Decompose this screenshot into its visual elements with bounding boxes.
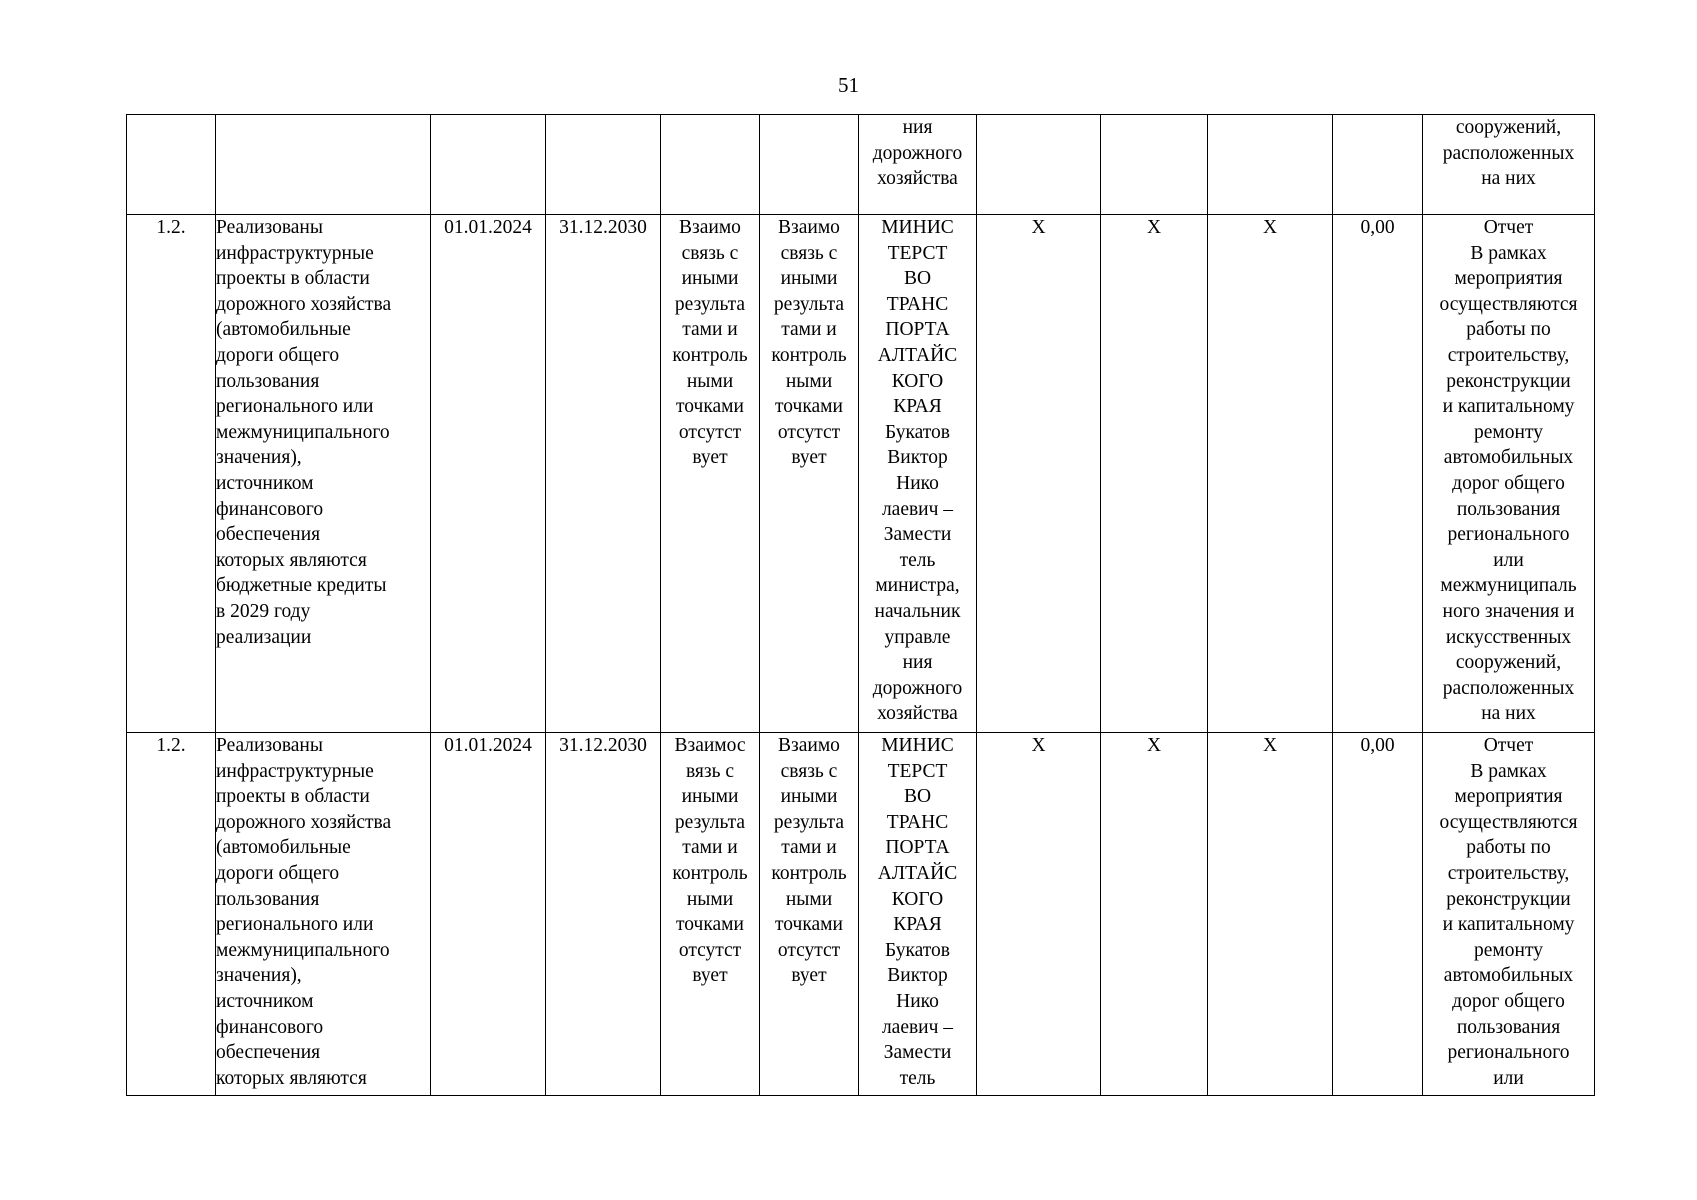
relation-a-cell (661, 215, 760, 733)
text-line: ния (902, 652, 933, 674)
x3-cell (1208, 115, 1333, 215)
num-cell (127, 115, 216, 215)
text-line: ными (785, 888, 833, 910)
text-line: и капитальному (1442, 396, 1575, 418)
text-line: АЛТАЙС (877, 344, 958, 366)
text-line: сооружений, (1455, 652, 1562, 674)
text-line: связь с (780, 242, 838, 264)
text-line: точками (676, 396, 744, 418)
responsible-cell (859, 115, 977, 215)
text-line: (автомобильные (216, 837, 351, 859)
text-line: тами и (781, 837, 837, 859)
start-date-cell: 01.01.2024 (431, 215, 546, 733)
text-line: управле (884, 626, 951, 648)
x3-cell: X (1208, 733, 1333, 1096)
amount-cell (1333, 115, 1423, 215)
table-row (127, 215, 1595, 733)
text-line: контроль (672, 344, 748, 366)
end-date-cell (546, 115, 661, 215)
text-line: Отчет (1483, 217, 1534, 238)
text-line: проекты в области (216, 268, 370, 290)
text-line: вязь с (685, 760, 735, 782)
relation-b-cell (760, 115, 859, 215)
description-cell (1423, 215, 1595, 733)
text-line: ными (686, 888, 734, 910)
result-cell (216, 733, 431, 1096)
amount-cell: 0,00 (1333, 733, 1423, 1096)
text-line: министра, (875, 575, 960, 597)
text-line: пользования (216, 888, 320, 910)
text-line: пользования (1456, 1016, 1561, 1038)
text-line: обеспечения (216, 1042, 321, 1064)
text-line: связь с (780, 760, 838, 782)
num-cell: 1.2. (127, 215, 216, 733)
text-line: реконструкции (1446, 370, 1571, 392)
text-line: финансового (216, 1016, 324, 1038)
text-line: иными (780, 786, 838, 808)
table-row (127, 733, 1595, 1096)
text-line: расположенных (1442, 677, 1575, 699)
text-line: АЛТАЙС (877, 862, 958, 884)
text-line: осуществляются (1439, 293, 1578, 315)
text-line: контроль (771, 862, 847, 884)
text-line: инфраструктурные (216, 760, 374, 782)
text-line: Взаимос (674, 735, 746, 756)
end-date-cell: 31.12.2030 (546, 215, 661, 733)
text-line: регионального или (216, 396, 374, 418)
text-line: отсутст (777, 939, 841, 961)
x2-cell: X (1101, 215, 1208, 733)
text-line: вует (692, 965, 728, 987)
text-line: Нико (896, 472, 939, 494)
text-line: Взаимо (679, 217, 741, 238)
text-line: ТРАНС (886, 811, 949, 833)
text-line: Виктор (887, 965, 948, 987)
page-number: 51 (838, 73, 859, 97)
text-line: и капитальному (1442, 914, 1575, 936)
text-line: контроль (672, 862, 748, 884)
relation-b-cell (760, 215, 859, 733)
text-line: отсутст (678, 421, 742, 443)
responsible-cell (859, 733, 977, 1096)
text-line: дороги общего (216, 862, 340, 884)
text-line: В рамках (1470, 242, 1547, 264)
text-line: дороги общего (216, 344, 340, 366)
text-line: ния (902, 117, 933, 138)
text-line: хозяйства (877, 168, 958, 190)
text-line: Взаимо (778, 735, 840, 756)
text-line: тель (899, 549, 936, 571)
text-line: лаевич – (881, 1016, 954, 1038)
text-line: КОГО (891, 370, 944, 392)
text-line: (автомобильные (216, 319, 351, 341)
text-line: связь с (681, 242, 739, 264)
text-line: которых являются (216, 1067, 367, 1089)
relation-a-cell (661, 733, 760, 1096)
start-date-cell (431, 115, 546, 215)
text-line: расположенных (1442, 142, 1575, 164)
description-cell (1423, 115, 1595, 215)
result-cell (216, 115, 431, 215)
text-line: хозяйства (877, 703, 958, 725)
text-line: строительству, (1447, 344, 1570, 366)
text-line: МИНИС (881, 735, 954, 756)
amount-cell: 0,00 (1333, 215, 1423, 733)
text-line: инфраструктурные (216, 242, 374, 264)
text-line: межмуниципального (216, 421, 390, 443)
text-line: финансового (216, 498, 324, 520)
text-line: ными (785, 370, 833, 392)
text-line: на них (1481, 168, 1536, 190)
text-line: дорожного хозяйства (216, 811, 392, 833)
description-cell (1423, 733, 1595, 1096)
text-line: результа (773, 293, 845, 315)
text-line: осуществляются (1439, 811, 1578, 833)
start-date-cell: 01.01.2024 (431, 733, 546, 1096)
x2-cell: X (1101, 733, 1208, 1096)
text-line: или (1493, 1067, 1524, 1089)
text-line: результа (773, 811, 845, 833)
text-line: вует (791, 447, 827, 469)
text-line: мероприятия (1454, 786, 1563, 808)
text-line: строительству, (1447, 862, 1570, 884)
text-line: КОГО (891, 888, 944, 910)
text-line: ВО (903, 786, 932, 808)
text-line: начальник (874, 600, 961, 622)
text-line: результа (674, 811, 746, 833)
text-line: вует (692, 447, 728, 469)
text-line: реализации (216, 626, 312, 648)
x1-cell (977, 115, 1101, 215)
text-line: автомобильных (1443, 447, 1574, 469)
document-table (126, 114, 1595, 1096)
text-line: бюджетные кредиты (216, 575, 387, 597)
text-line: Нико (896, 990, 939, 1012)
text-line: сооружений, (1455, 117, 1562, 138)
text-line: обеспечения (216, 524, 321, 546)
text-line: Отчет (1483, 735, 1534, 756)
text-line: источником (216, 472, 314, 494)
text-line: контроль (771, 344, 847, 366)
text-line: искусственных (1445, 626, 1572, 648)
text-line: ными (686, 370, 734, 392)
text-line: регионального (1447, 1042, 1570, 1064)
text-line: межмуниципаль (1440, 575, 1577, 597)
end-date-cell: 31.12.2030 (546, 733, 661, 1096)
x1-cell: X (977, 733, 1101, 1096)
text-line: ного значения и (1442, 600, 1575, 622)
text-line: КРАЯ (893, 914, 942, 936)
relation-a-cell (661, 115, 760, 215)
text-line: проекты в области (216, 786, 370, 808)
text-line: МИНИС (881, 217, 954, 238)
text-line: работы по (1466, 319, 1551, 341)
text-line: Замести (883, 524, 952, 546)
result-cell (216, 215, 431, 733)
x1-cell: X (977, 215, 1101, 733)
text-line: тами и (781, 319, 837, 341)
text-line: Букатов (884, 421, 950, 443)
text-line: точками (676, 914, 744, 936)
text-line: иными (681, 268, 739, 290)
text-line: пользования (216, 370, 320, 392)
text-line: лаевич – (881, 498, 954, 520)
text-line: мероприятия (1454, 268, 1563, 290)
text-line: дорожного (872, 677, 963, 699)
text-line: ремонту (1474, 421, 1543, 443)
responsible-cell (859, 215, 977, 733)
text-line: источником (216, 990, 314, 1012)
text-line: иными (681, 786, 739, 808)
text-line: В рамках (1470, 760, 1547, 782)
text-line: значения), (216, 965, 302, 987)
text-line: КРАЯ (893, 396, 942, 418)
text-line: тель (899, 1067, 936, 1089)
text-line: ПОРТА (885, 319, 950, 341)
text-line: иными (780, 268, 838, 290)
text-line: межмуниципального (216, 939, 390, 961)
relation-b-cell (760, 733, 859, 1096)
text-line: тами и (682, 319, 738, 341)
text-line: Реализованы (216, 735, 323, 756)
text-line: реконструкции (1446, 888, 1571, 910)
text-line: отсутст (678, 939, 742, 961)
text-line: автомобильных (1443, 965, 1574, 987)
text-line: Букатов (884, 939, 950, 961)
text-line: тами и (682, 837, 738, 859)
text-line: пользования (1456, 498, 1561, 520)
text-line: ТЕРСТ (887, 760, 948, 782)
text-line: точками (775, 914, 843, 936)
text-line: отсутст (777, 421, 841, 443)
text-line: Замести (883, 1042, 952, 1064)
text-line: или (1493, 549, 1524, 571)
text-line: ПОРТА (885, 837, 950, 859)
text-line: которых являются (216, 549, 367, 571)
text-line: значения), (216, 447, 302, 469)
text-line: ТЕРСТ (887, 242, 948, 264)
text-line: результа (674, 293, 746, 315)
text-line: дорог общего (1452, 472, 1565, 494)
text-line: Взаимо (778, 217, 840, 238)
text-line: регионального (1447, 524, 1570, 546)
text-line: на них (1481, 703, 1536, 725)
text-line: точками (775, 396, 843, 418)
text-line: Реализованы (216, 217, 323, 238)
text-line: работы по (1466, 837, 1551, 859)
text-line: вует (791, 965, 827, 987)
text-line: дорожного хозяйства (216, 293, 392, 315)
text-line: в 2029 году (216, 600, 311, 622)
text-line: Виктор (887, 447, 948, 469)
text-line: регионального или (216, 914, 374, 936)
text-line: дорог общего (1452, 990, 1565, 1012)
text-line: ТРАНС (886, 293, 949, 315)
text-line: дорожного (872, 142, 963, 164)
x2-cell (1101, 115, 1208, 215)
text-line: ремонту (1474, 939, 1543, 961)
text-line: ВО (903, 268, 932, 290)
num-cell: 1.2. (127, 733, 216, 1096)
continuation-row (127, 115, 1595, 215)
x3-cell: X (1208, 215, 1333, 733)
